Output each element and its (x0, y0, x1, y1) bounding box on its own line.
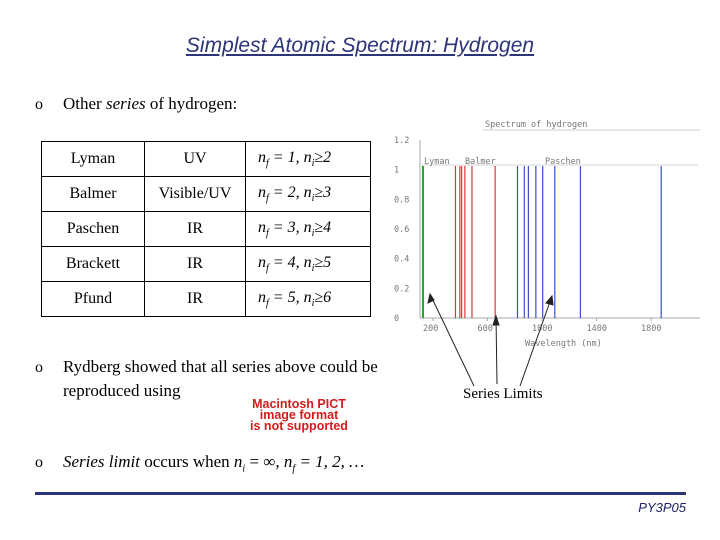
series-condition: $n_f = 5$, $n_i\ge 6$ (246, 282, 371, 317)
series-region: IR (145, 282, 246, 317)
y-tick-label: 0.6 (394, 225, 410, 235)
y-tick-label: 1.2 (394, 136, 410, 146)
x-axis-label: Wavelength (nm) (525, 339, 602, 349)
bullet-other-series: Other series of hydrogen: (63, 94, 238, 113)
x-tick-label: 200 (423, 324, 439, 334)
series-label-paschen: Paschen (545, 157, 581, 167)
bullet-marker: o (35, 96, 43, 113)
x-tick-label: 1400 (586, 324, 607, 334)
series-name: Balmer (42, 177, 145, 212)
arrow-lyman-limit (430, 294, 474, 386)
y-tick-label: 0.2 (394, 284, 410, 295)
y-tick-label: 0.8 (394, 195, 410, 206)
spectrum-title: Spectrum of hydrogen (485, 120, 588, 130)
series-condition: $n_f = 2$, $n_i\ge 3$ (246, 177, 371, 212)
bullet-marker: o (35, 359, 43, 376)
arrow-head (428, 294, 434, 303)
series-label-balmer: Balmer (465, 157, 496, 167)
series-name: Lyman (42, 142, 145, 177)
series-region: IR (145, 212, 246, 247)
series-name: Paschen (42, 212, 145, 247)
series-condition: $n_f = 3$, $n_i\ge 4$ (246, 212, 371, 247)
footer-course-code: PY3P05 (638, 500, 686, 515)
x-tick-label: 1800 (641, 324, 662, 334)
y-tick-label: 1 (394, 165, 400, 176)
footer-rule (35, 492, 686, 495)
series-name: Brackett (42, 247, 145, 282)
pict-placeholder-image: Macintosh PICT image format is not supported (250, 397, 348, 433)
y-tick-label: 0 (394, 314, 400, 324)
arrow-head (546, 296, 553, 305)
bullet-rydberg: Rydberg showed that all series above could be reproduced using (63, 357, 378, 400)
arrow-balmer-limit (496, 316, 497, 384)
series-condition: $n_f = 4$, $n_i\ge 5$ (246, 247, 371, 282)
series-condition: $n_f = 1$, $n_i\ge 2$ (246, 142, 371, 177)
slide-title: Simplest Atomic Spectrum: Hydrogen (185, 34, 535, 57)
x-tick-label: 600 (477, 324, 493, 334)
series-region: UV (145, 142, 246, 177)
bullet-series-limit: Series limit occurs when $n_i$ = ∞, $n_f = 1$, 2, … (63, 452, 365, 475)
series-region: Visible/UV (145, 177, 246, 212)
series-limits-label: Series Limits (463, 386, 543, 402)
arrow-head (493, 316, 499, 325)
y-tick-label: 0.4 (394, 254, 410, 265)
series-name: Pfund (42, 282, 145, 317)
series-label-lyman: Lyman (424, 157, 450, 167)
x-tick-label: 1000 (532, 324, 553, 334)
series-region: IR (145, 247, 246, 282)
bullet-marker: o (35, 454, 43, 471)
